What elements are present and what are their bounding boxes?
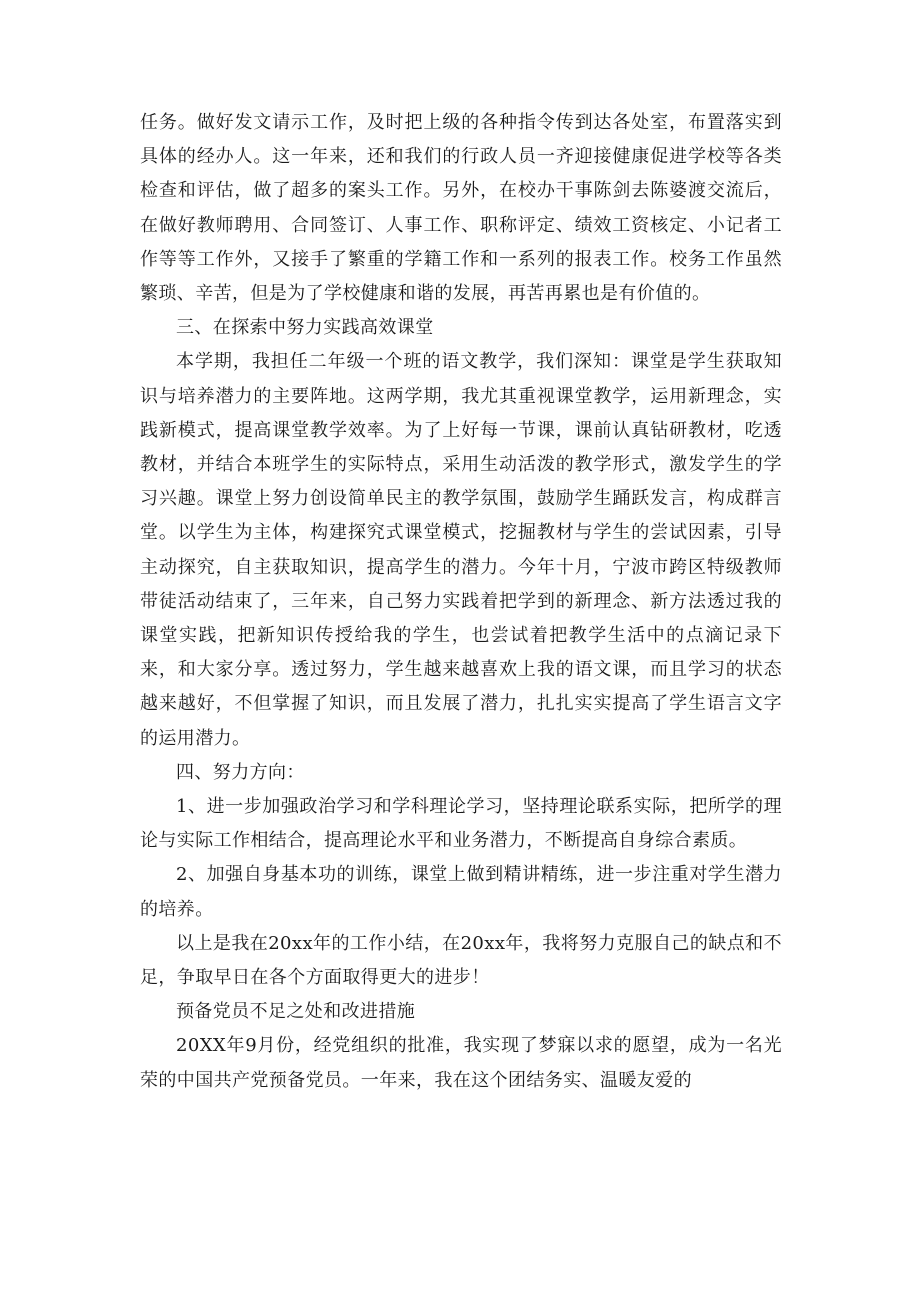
article-title: 预备党员不足之处和改进措施 <box>176 1001 416 1023</box>
paragraph-classroom: 本学期，我担任二年级一个班的语文教学，我们深知：课堂是学生获取知识与培养潜力的主要阵地。这两学期，我尤其重视课堂教学，运用新理念，实践新模式，提高课堂教学效率。为了上好每一节课，课前认真钻研教材，吃透教材，并结合本班学生的实际特点，采用生动活泼的教学形式，激发学生的学习兴趣。课堂上努力创设简单民主的教学氛围，鼓励学生踊跃发言，构成群言堂。以学生为主体，构建探究式课堂模式，挖掘教材与学生的尝试因素，引导主动探究，自主获取知识，提高学生的潜力。今年十月，宁波市跨区特级教师带徒活动结束了，三年来，自己努力实践着把学到的新理念、新方法透过我的课堂实践，把新知识传授给我的学生，也尝试着把教学生活中的点滴记录下来，和大家分享。透过努力，学生越来越喜欢上我的语文课，而且学习的状态越来越好，不但掌握了知识，而且发展了潜力，扎扎实实提高了学生语言文字的运用潜力。 <box>140 351 782 749</box>
document-page <box>140 106 782 1098</box>
section-heading-3: 三、在探索中努力实践高效课堂 <box>176 317 434 339</box>
paragraph-intro: 20XX年9月份，经党组织的批准，我实现了梦寐以求的愿望，成为一名光荣的中国共产党预备党员。一年来，我在这个团结务实、温暖友爱的 <box>140 1035 782 1091</box>
paragraph-summary: 以上是我在20xx年的工作小结，在20xx年，我将努力克服自己的缺点和不足，争取早日在各个方面取得更大的进步！ <box>140 932 782 989</box>
paragraph-continuation: 任务。做好发文请示工作，及时把上级的各种指令传到达各处室，布置落实到具体的经办人。这一年来，还和我们的行政人员一齐迎接健康促进学校等各类检查和评估，做了超多的案头工作。另外，在校办干事陈剑去陈婆渡交流后，在做好教师聘用、合同签订、人事工作、职称评定、绩效工资核定、小记者工作等等工作外，又接手了繁重的学籍工作和一系列的报表工作。校务工作虽然繁琐、辛苦，但是为了学校健康和谐的发展，再苦再累也是有价值的。 <box>140 112 782 305</box>
list-item-2: 2、加强自身基本功的训练，课堂上做到精讲精练，进一步注重对学生潜力的培养。 <box>140 864 782 920</box>
section-heading-4: 四、努力方向： <box>176 761 305 783</box>
list-item-1: 1、进一步加强政治学习和学科理论学习，坚持理论联系实际，把所学的理论与实际工作相结合，提高理论水平和业务潜力，不断提高自身综合素质。 <box>140 796 782 852</box>
